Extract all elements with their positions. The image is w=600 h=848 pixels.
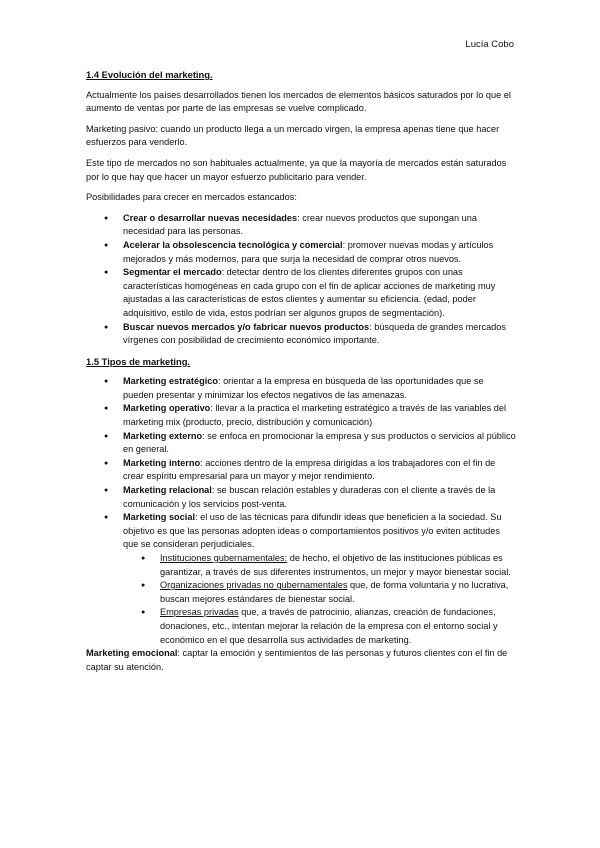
list-item-text: : búsqueda de grandes mercados vírgenes con posibilidad de crecimiento económico importante. [123,321,506,346]
section-1-4-title: 1.4 Evolución del marketing. [86,69,213,80]
paragraph: Posibilidades para crecer en mercados estancados: [86,192,297,203]
list-item-term: Marketing social [123,512,195,523]
list-item [86,511,516,647]
paragraph: Este tipo de mercados no son habituales actualmente, ya que la mayoría de mercados están saturados por lo que hay que hacer un mayor esfuerzo publicitario para vender. [86,157,507,182]
paragraph-marketing-emocional [86,647,516,674]
document-body [86,68,516,681]
sub-list-item-text: de hecho, el objetivo de las instituciones públicas es garantizar, a través de sus diferentes instrumentos, un mejor y mayor bienestar social. [160,553,511,577]
sub-list-item-term: Empresas privadas [160,607,239,618]
list-item [86,212,516,239]
list-item-text: : se buscan relación estables y duraderas con el cliente a través de la comunicación y los servicios post-venta. [123,485,496,509]
list-item [86,457,516,484]
list-item [86,321,516,348]
list-item-term: Acelerar la obsolescencia tecnológica y comercial [123,239,343,250]
list-item-text: : llevar a la practica el marketing estratégico a través de las variables del marketing mix (producto, precio, distribución y comunicación) [123,403,506,428]
paragraph-term: Marketing emocional [86,648,178,659]
list-item-text: : detectar dentro de los clientes diferentes grupos con unas características homogéneas en cada grupo con el fin de aplicar acciones de marketing muy ajustadas a las características de estos clientes y aumentar su eficiencia. (edad, poder adquisitivo, estilo de vida, estos podrían ser algunos grupos de segmentación). [123,267,496,318]
list-item [86,402,516,429]
list-item-text: : crear nuevos productos que supongan una necesidad para las personas. [123,212,477,237]
section-1-5-title: 1.5 Tipos de marketing. [86,355,191,367]
list-item-text: : el uso de las técnicas para difundir ideas que beneficien a la sociedad. Su objetivo es que las personas adopten ideas o comportamientos positivos y/o eviten actitudes que se consideran perjudiciales. [123,512,502,550]
list-item [86,430,516,457]
list-item-term: Marketing estratégico [123,376,218,387]
sub-list-item-term: Organizaciones privadas no gubernamentales [160,580,348,591]
sub-list-item-text: que, a través de patrocinio, alianzas, creación de fundaciones, donaciones, etc., intentan mejorar la relación de la empresa con el entorno social y económico en el que desarrolla sus actividades de marketing. [160,607,498,645]
list-item [86,239,516,266]
sub-list-item-term: Instituciones gubernamentales: [160,553,288,563]
list-item-term: Crear o desarrollar nuevas necesidades [123,212,298,223]
sub-list-item [123,606,516,647]
list-item [86,375,516,402]
list-item-text: : acciones dentro de la empresa dirigidas a los trabajadores con el fin de crear espíritu empresarial para un mayor y mejor rendimiento. [123,457,496,482]
list-item [86,484,516,511]
list-item-term: Marketing interno [123,457,201,468]
list-item-term: Segmentar el mercado [123,267,222,278]
list-item-text: : promover nuevas modas y artículos mejorados y más modernos, para que surja la necesidad de comprar otros nuevos. [123,239,494,264]
list-item-term: Buscar nuevos mercados y/o fabricar nuevos productos [123,321,370,332]
paragraph: Marketing pasivo: cuando un producto llega a un mercado virgen, la empresa apenas tiene que hacer esfuerzos para venderlo. [86,123,500,148]
author-name: Lucía Cobo [465,39,514,50]
sub-list-item [123,552,516,579]
paragraph: Actualmente los países desarrollados tienen los mercados de elementos básicos saturados por lo que el aumento de ventas por parte de las empresas se vuelve complicado. [86,89,511,114]
list-item-term: Marketing relacional [123,485,212,496]
list-item [86,266,516,320]
sub-list-item [123,579,516,606]
growth-options-list [86,212,516,348]
social-marketing-sublist [123,552,516,647]
sub-list-item-text: que, de forma voluntaria y no lucrativa, buscan mejores estándares de bienestar social. [160,580,509,604]
paragraph-text: : captar la emoción y sentimientos de las personas y futuros clientes con el fin de captar su atención. [86,648,508,672]
list-item-text: : se enfoca en promocionar la empresa y sus productos o servicios al público en general. [123,430,516,455]
marketing-types-list [86,375,516,647]
list-item-text: : orientar a la empresa en búsqueda de las oportunidades que se pueden presentar y minimizar los efectos negativos de las amenazas. [123,376,484,400]
list-item-term: Marketing externo [123,430,203,441]
list-item-term: Marketing operativo [123,403,211,414]
